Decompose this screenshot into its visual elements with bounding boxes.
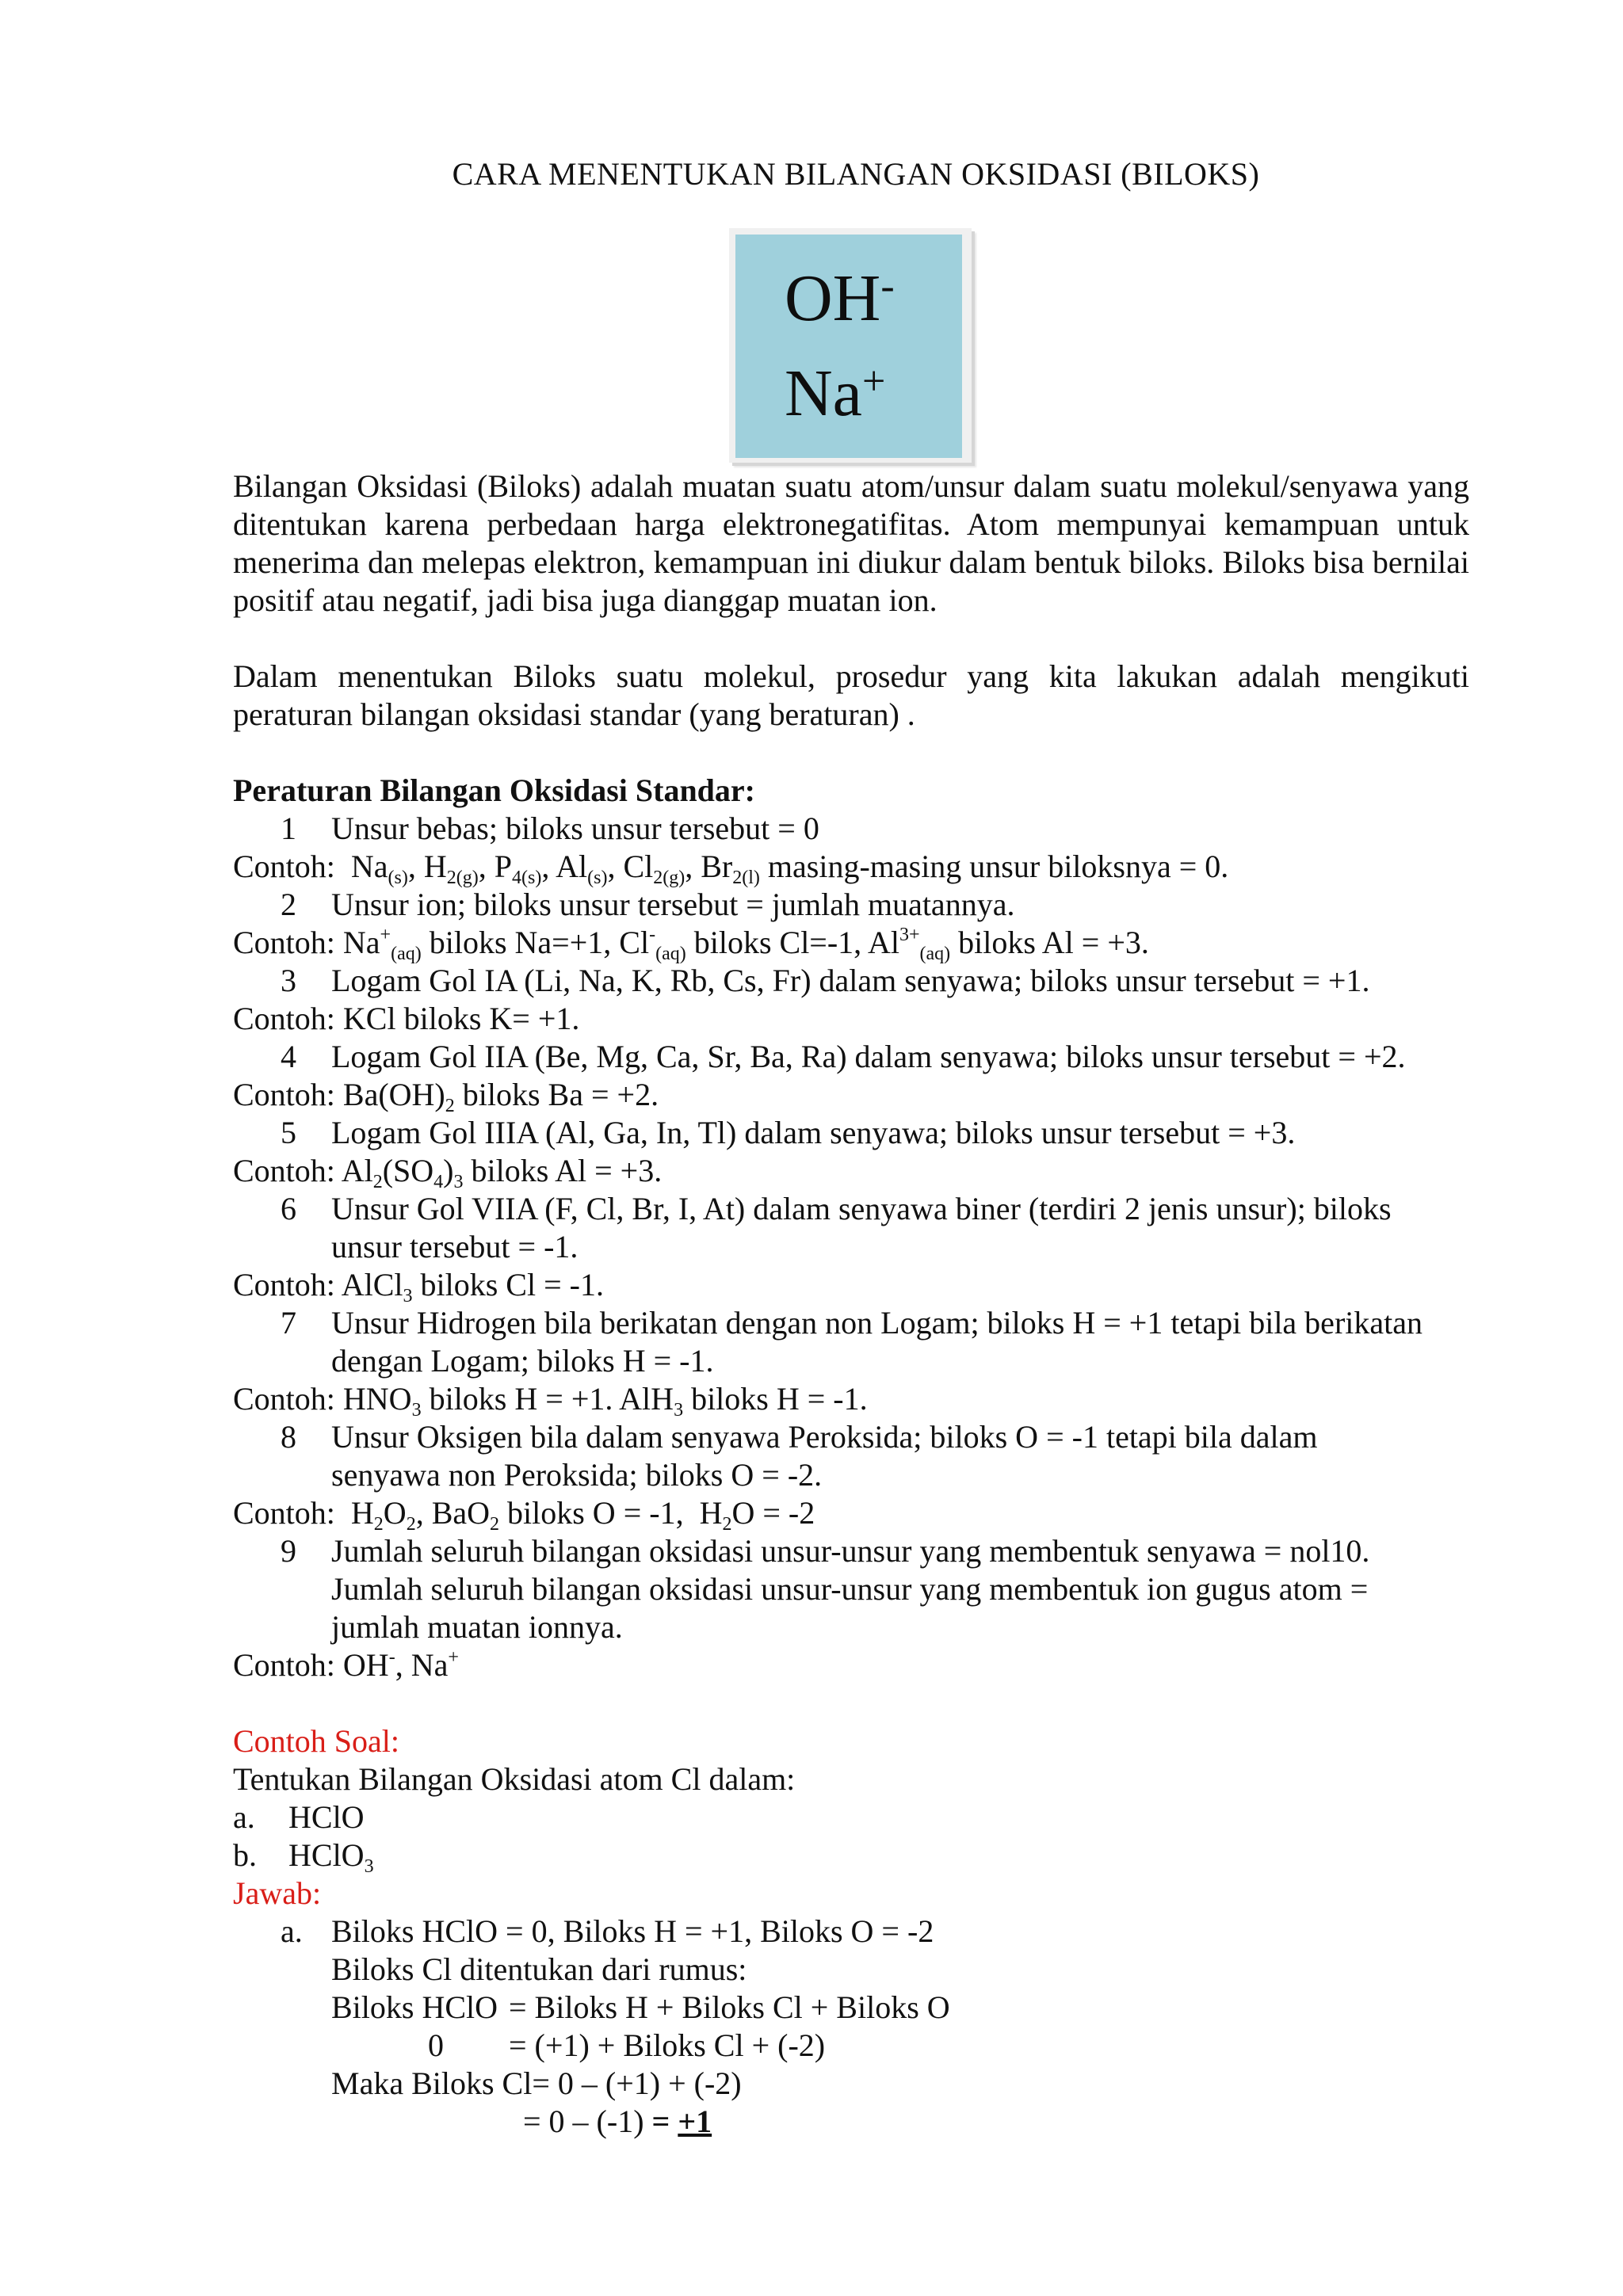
ion-image-box (735, 235, 962, 458)
answer-line-5: Maka Biloks Cl= 0 – (+1) + (-2) (331, 2065, 742, 2101)
paragraph-procedure: Dalam menentukan Biloks suatu molekul, prosedur yang kita lakukan adalah mengikuti peraturan bilangan oksidasi standar (yang beraturan) . (233, 658, 1469, 732)
rule-3: 3 Logam Gol IA (Li, Na, K, Rb, Cs, Fr) dalam senyawa; biloks unsur tersebut = +1. (281, 963, 1370, 998)
rule-5: 5 Logam Gol IIIA (Al, Ga, In, Tl) dalam senyawa; biloks unsur tersebut = +3. (281, 1115, 1296, 1150)
rule-8-cont: senyawa non Peroksida; biloks O = -2. (331, 1457, 823, 1493)
rule-1: 1 Unsur bebas; biloks unsur tersebut = 0 (281, 810, 819, 846)
rule-6-cont: unsur tersebut = -1. (331, 1229, 579, 1264)
answer-line-4: 0 = (+1) + Biloks Cl + (-2) (428, 2027, 826, 2063)
example-rule-6: Contoh: AlCl$_3$ biloks Cl = -1. (233, 1267, 604, 1306)
example-rule-4: Contoh: $Ba(OH)_2$ biloks Ba = +2. (233, 1077, 659, 1116)
ion-image-hydroxide: OH- (785, 261, 895, 335)
example-rule-2: Contoh: $Na^+_{(aq)}$ biloks Na=+1, $Cl^-_{(aq)}$ biloks Cl=-1, $Al^{3+}_{(aq)}$ biloks Al = +3. (233, 925, 1149, 964)
rule-6: 6 Unsur Gol VIIA (F, Cl, Br, I, At) dalam senyawa biner (terdiri 2 jenis unsur); biloks (281, 1191, 1392, 1226)
example-rule-1: Contoh: $Na_{(s)}$, $H_{2(g)}$, $P_{4(s)}$, $Al_{(s)}$, $Cl_{2(g)}$, $Br_{2(l)}$ masing-masing unsur biloksnya = 0. (233, 849, 1229, 888)
rule-8: 8 Unsur Oksigen bila dalam senyawa Peroksida; biloks O = -1 tetapi bila dalam (281, 1419, 1318, 1455)
rules-heading: Peraturan Bilangan Oksidasi Standar: (233, 772, 756, 808)
example-rule-5: Contoh: $Al_2(SO_4)_3$ biloks Al = +3. (233, 1153, 663, 1192)
example-problem-a: a. HClO (233, 1799, 365, 1835)
rule-2: 2 Unsur ion; biloks unsur tersebut = jumlah muatannya. (281, 887, 1015, 922)
answer-line-3: Biloks HClO = Biloks H + Biloks Cl + Biloks O (331, 1989, 950, 2025)
ion-image (729, 228, 972, 463)
rule-9-cont-2: jumlah muatan ionnya. (331, 1609, 623, 1645)
rule-9-cont: Jumlah seluruh bilangan oksidasi unsur-unsur yang membentuk ion gugus atom = (331, 1571, 1369, 1607)
ion-image-sodium: Na+ (785, 357, 886, 430)
example-rule-9: Contoh: OH-, Na+ (233, 1647, 459, 1683)
rule-7: 7 Unsur Hidrogen bila berikatan dengan non Logam; biloks H = +1 tetapi bila berikatan (281, 1305, 1423, 1341)
example-rule-7: Contoh: $HNO_3$ biloks H = +1. AlH$_3$ biloks H = -1. (233, 1381, 868, 1421)
paragraph-definition: Bilangan Oksidasi (Biloks) adalah muatan suatu atom/unsur dalam suatu molekul/senyawa yang ditentukan karena perbedaan harga elektronegatifitas. Atom mempunyai kemampuan untuk menerima dan melepas elektron, kemampuan ini diukur dalam bentuk biloks. Biloks bisa bernilai positif atau negatif, jadi bisa juga dianggap muatan ion. (233, 468, 1469, 618)
example-problem-question: Tentukan Bilangan Oksidasi atom Cl dalam: (233, 1761, 796, 1797)
example-rule-8: Contoh: $H_2O_2$, BaO$_2$ biloks O = -1, $H_2O = -2$ (233, 1495, 815, 1535)
rule-4: 4 Logam Gol IIA (Be, Mg, Ca, Sr, Ba, Ra) dalam senyawa; biloks unsur tersebut = +2. (281, 1039, 1406, 1074)
answer-line-6: = 0 – (-1) = +1 (523, 2103, 712, 2139)
answer-line-1: a. Biloks HClO = 0, Biloks H = +1, Biloks O = -2 (281, 1913, 934, 1949)
document-title: CARA MENENTUKAN BILANGAN OKSIDASI (BILOKS) (452, 156, 1260, 192)
answer-heading: Jawab: (233, 1875, 322, 1911)
example-rule-3: Contoh: KCl biloks K= +1. (233, 1001, 580, 1036)
answer-line-2: Biloks Cl ditentukan dari rumus: (331, 1951, 747, 1987)
rule-9: 9 Jumlah seluruh bilangan oksidasi unsur-unsur yang membentuk senyawa = nol10. (281, 1533, 1370, 1569)
example-problem-heading: Contoh Soal: (233, 1723, 400, 1759)
rule-7-cont: dengan Logam; biloks H = -1. (331, 1343, 714, 1379)
example-problem-b: b. HClO$_3$ (233, 1837, 374, 1877)
answer-result: +1 (678, 2103, 712, 2139)
